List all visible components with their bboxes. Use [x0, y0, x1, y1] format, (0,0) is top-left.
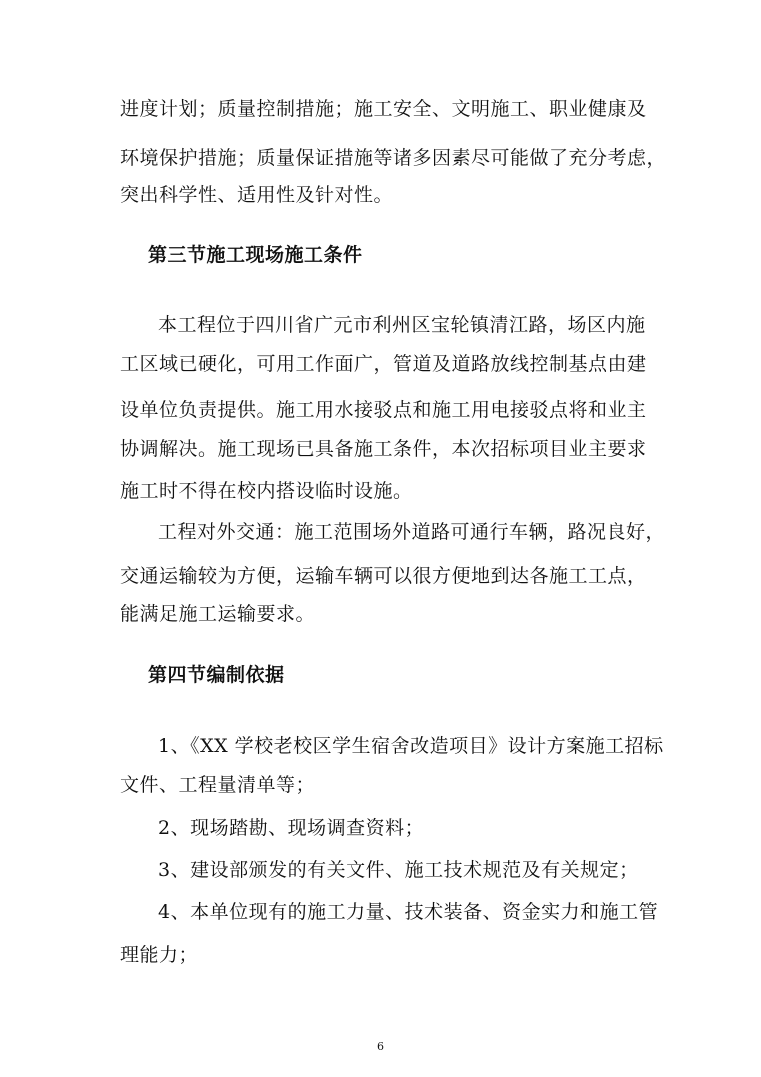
section4-item-1-line-2: 文件、工程量清单等； [120, 774, 316, 796]
intro-line-2: 环境保护措施；质量保证措施等诸多因素尽可能做了充分考虑， [120, 147, 667, 169]
section4-heading: 第四节编制依据 [148, 664, 285, 686]
section4-item-4-line-1: 4、本单位现有的施工力量、技术装备、资金实力和施工管 [158, 901, 659, 923]
section3-para2-line-2: 交通运输较为方便，运输车辆可以很方便地到达各施工工点， [120, 565, 647, 587]
page-number: 6 [377, 1040, 384, 1053]
section4-item-4-line-2: 理能力； [120, 944, 199, 966]
section3-para2-line-1: 工程对外交通：施工范围场外道路可通行车辆，路况良好， [158, 521, 666, 543]
section3-para1-line-1: 本工程位于四川省广元市利州区宝轮镇清江路，场区内施 [158, 314, 646, 336]
intro-line-1: 进度计划；质量控制措施；施工安全、文明施工、职业健康及 [120, 98, 647, 120]
section3-para2-line-3: 能满足施工运输要求。 [120, 603, 316, 625]
section4-item-1-line-1: 1、《XX 学校老校区学生宿舍改造项目》设计方案施工招标 [158, 735, 664, 757]
section3-para1-line-5: 施工时不得在校内搭设临时设施。 [120, 480, 413, 502]
section3-para1-line-4: 协调解决。施工现场已具备施工条件，本次招标项目业主要求 [120, 438, 647, 460]
section3-para1-line-2: 工区域已硬化，可用工作面广，管道及道路放线控制基点由建 [120, 353, 647, 375]
section3-heading: 第三节施工现场施工条件 [148, 244, 363, 266]
section4-item-2: 2、现场踏勘、现场调查资料； [158, 817, 425, 839]
intro-line-3: 突出科学性、适用性及针对性。 [120, 184, 394, 206]
section4-item-3: 3、建设部颁发的有关文件、施工技术规范及有关规定； [158, 859, 639, 881]
section3-para1-line-3: 设单位负责提供。施工用水接驳点和施工用电接驳点将和业主 [120, 399, 647, 421]
